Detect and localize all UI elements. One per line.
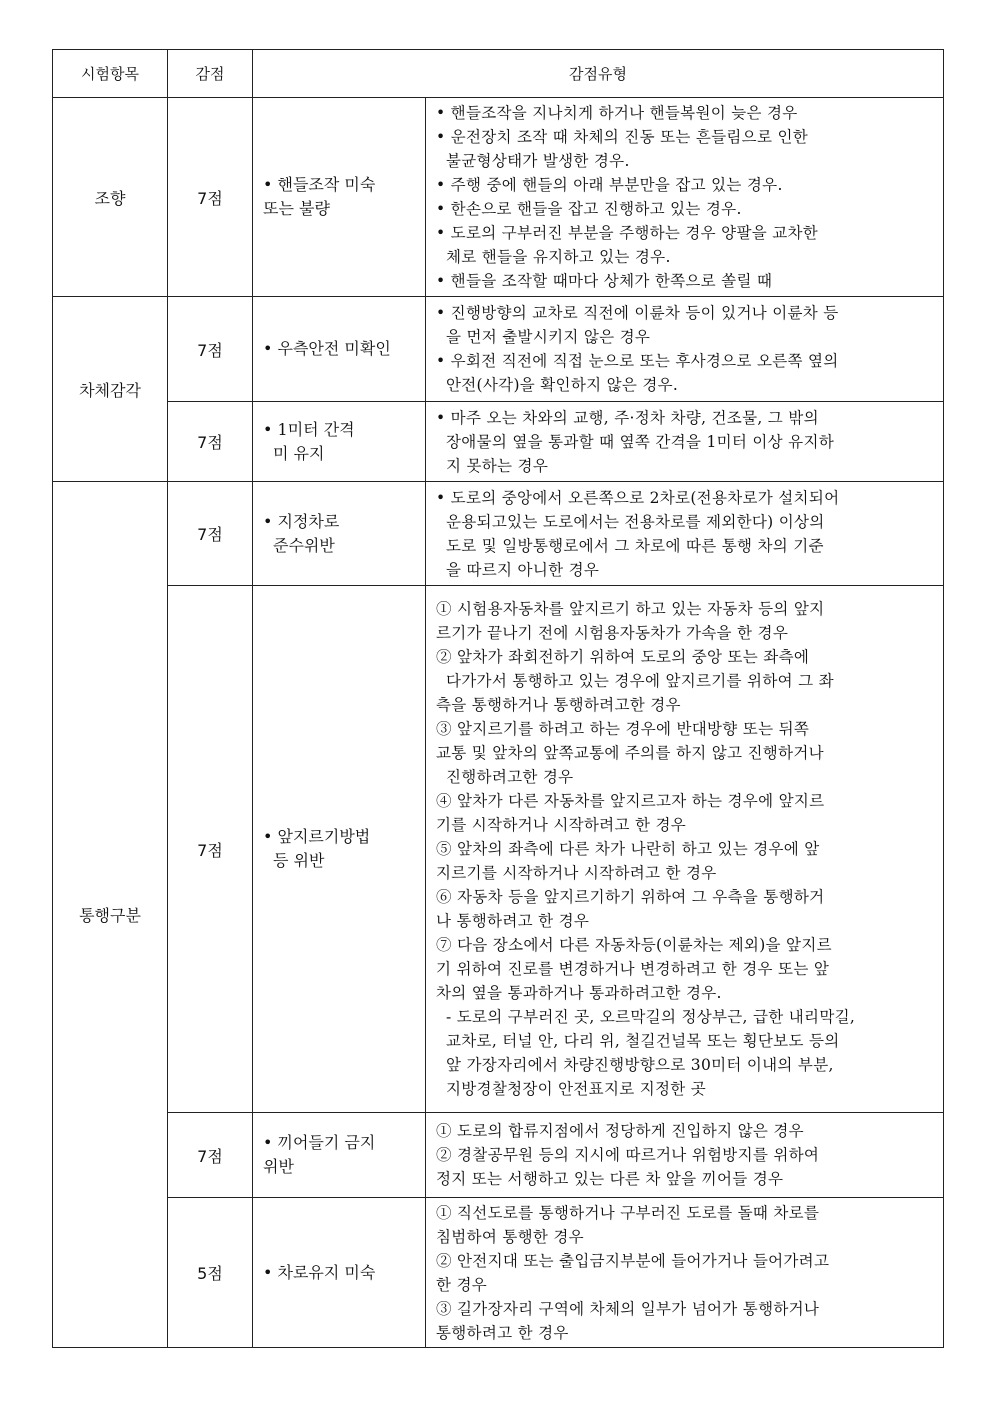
- desc-line: 지르기를 시작하거나 시작하려고 한 경우: [436, 864, 717, 882]
- desc-line: ③ 앞지르기를 하려고 하는 경우에 반대방향 또는 뒤쪽: [436, 720, 810, 738]
- desc-line: • 핸들조작을 지나치게 하거나 핸들복원이 늦은 경우: [436, 104, 798, 122]
- table-row: [53, 98, 944, 297]
- subtype-line: 등 위반: [273, 851, 325, 870]
- header-row: [53, 50, 944, 98]
- desc-line: ③ 길가장자리 구역에 차체의 일부가 넘어가 통행하거나: [436, 1299, 820, 1318]
- desc-line: • 주행 중에 핸들의 아래 부분만을 잡고 있는 경우.: [436, 176, 783, 194]
- desc-line: 나 통행하려고 한 경우: [436, 912, 590, 930]
- desc-line: ⑦ 다음 장소에서 다른 자동차등(이륜차는 제외)을 앞지르: [436, 936, 832, 954]
- desc-line: ② 경찰공무원 등의 지시에 따르거나 위험방지를 위하여: [436, 1146, 820, 1164]
- subtype-line: • 1미터 간격: [263, 419, 355, 439]
- desc-line: 통행하려고 한 경우: [436, 1323, 569, 1342]
- deduction-subtype: [253, 482, 426, 586]
- desc-line: • 핸들을 조작할 때마다 상체가 한쪽으로 쏠릴 때: [436, 272, 773, 290]
- desc-line: 지 못하는 경우: [446, 456, 549, 475]
- desc-line: 교차로, 터널 안, 다리 위, 철길건널목 또는 횡단보도 등의: [446, 1032, 840, 1050]
- subtype-line: 미 유지: [273, 443, 325, 463]
- deduction-subtype: [253, 297, 426, 402]
- table-row: [53, 586, 944, 1113]
- desc-line: • 운전장치 조작 때 차체의 진동 또는 흔들림으로 인한: [436, 128, 808, 146]
- desc-line: 차의 옆을 통과하거나 통과하려고한 경우.: [436, 984, 722, 1002]
- desc-line: • 도로의 구부러진 부분을 주행하는 경우 양팔을 교차한: [436, 224, 819, 242]
- deduction-score: 7점: [168, 1113, 253, 1198]
- desc-line: ⑥ 자동차 등을 앞지르기하기 위하여 그 우측을 통행하거: [436, 888, 825, 906]
- deduction-description: [426, 1198, 944, 1348]
- desc-line: 도로 및 일방통행로에서 그 차로에 따른 통행 차의 기준: [446, 536, 824, 555]
- table-row: [53, 482, 944, 586]
- desc-line: 기를 시작하거나 시작하려고 한 경우: [436, 816, 687, 834]
- deduction-subtype: [253, 1113, 426, 1198]
- header-test-item: 시험항목: [53, 50, 168, 98]
- table-row: [53, 1113, 944, 1198]
- desc-line: - 도로의 구부러진 곳, 오르막길의 정상부근, 급한 내리막길,: [446, 1008, 856, 1026]
- deduction-table: [52, 49, 944, 1348]
- table-row: [53, 402, 944, 482]
- desc-line: 체로 핸들을 유지하고 있는 경우.: [446, 248, 671, 266]
- desc-line: ① 시험용자동차를 앞지르기 하고 있는 자동차 등의 앞지: [436, 600, 825, 618]
- deduction-score: 5점: [168, 1198, 253, 1348]
- desc-line: 을 따르지 아니한 경우: [446, 560, 600, 579]
- subtype-line: • 지정차로: [263, 511, 340, 531]
- subtype-line: • 끼어들기 금지: [263, 1133, 376, 1152]
- subtype-line: • 앞지르기방법: [263, 827, 371, 846]
- desc-line: 다가가서 통행하고 있는 경우에 앞지르기를 위하여 그 좌: [446, 672, 834, 690]
- desc-line: 불균형상태가 발생한 경우.: [446, 152, 630, 170]
- subtype-line: 또는 불량: [263, 199, 330, 218]
- desc-line: 지방경찰청장이 안전표지로 지정한 곳: [446, 1080, 707, 1098]
- header-deduction: 감점: [168, 50, 253, 98]
- desc-line: • 마주 오는 차와의 교행, 주·정차 차량, 건조물, 그 밖의: [436, 408, 819, 427]
- desc-line: 을 먼저 출발시키지 않은 경우: [446, 328, 651, 346]
- deduction-subtype: [253, 1198, 426, 1348]
- desc-line: 진행하려고한 경우: [446, 768, 574, 786]
- desc-line: ⑤ 앞차의 좌측에 다른 차가 나란히 하고 있는 경우에 앞: [436, 840, 820, 858]
- desc-line: 정지 또는 서행하고 있는 다른 차 앞을 끼어들 경우: [436, 1170, 784, 1188]
- table-row: [53, 1198, 944, 1348]
- desc-line: 운용되고있는 도로에서는 전용차로를 제외한다) 이상의: [446, 512, 825, 531]
- desc-line: 측을 통행하거나 통행하려고한 경우: [436, 696, 681, 714]
- desc-line: ① 도로의 합류지점에서 정당하게 진입하지 않은 경우: [436, 1122, 804, 1140]
- desc-line: ① 직선도로를 통행하거나 구부러진 도로를 돌때 차로를: [436, 1203, 820, 1222]
- deduction-score: 7점: [168, 482, 253, 586]
- desc-line: 안전(사각)을 확인하지 않은 경우.: [446, 376, 679, 394]
- subtype-line: • 핸들조작 미숙: [263, 175, 376, 194]
- table-row: [53, 297, 944, 402]
- desc-line: 기 위하여 진로를 변경하거나 변경하려고 한 경우 또는 앞: [436, 960, 830, 978]
- desc-line: 침범하여 통행한 경우: [436, 1227, 584, 1246]
- deduction-description: [426, 586, 944, 1113]
- subtype-line: 준수위반: [273, 535, 335, 555]
- desc-line: 한 경우: [436, 1275, 488, 1294]
- desc-line: 르기가 끝나기 전에 시험용자동차가 가속을 한 경우: [436, 624, 789, 642]
- deduction-score: 7점: [168, 402, 253, 482]
- subtype-line: 위반: [263, 1157, 294, 1176]
- deduction-subtype: [253, 402, 426, 482]
- deduction-description: [426, 402, 944, 482]
- desc-line: • 진행방향의 교차로 직전에 이륜차 등이 있거나 이륜차 등: [436, 304, 839, 322]
- desc-line: ② 앞차가 좌회전하기 위하여 도로의 중앙 또는 좌측에: [436, 648, 810, 666]
- subtype-line: • 우측안전 미확인: [263, 339, 391, 358]
- deduction-description: [426, 297, 944, 402]
- desc-line: ④ 앞차가 다른 자동차를 앞지르고자 하는 경우에 앞지르: [436, 792, 825, 810]
- desc-line: 앞 가장자리에서 차량진행방향으로 30미터 이내의 부분,: [446, 1056, 834, 1074]
- deduction-subtype: [253, 98, 426, 297]
- desc-line: • 우회전 직전에 직접 눈으로 또는 후사경으로 오른쪽 옆의: [436, 352, 839, 370]
- subtype-line: • 차로유지 미숙: [263, 1262, 376, 1282]
- deduction-score: 7점: [168, 297, 253, 402]
- deduction-score: 7점: [168, 586, 253, 1113]
- header-deduction-type: 감점유형: [253, 50, 944, 98]
- test-item-cell: 조향: [53, 98, 168, 297]
- deduction-description: [426, 1113, 944, 1198]
- test-item-cell: 통행구분: [53, 482, 168, 1348]
- desc-line: 교통 및 앞차의 앞쪽교통에 주의를 하지 않고 진행하거나: [436, 744, 824, 762]
- desc-line: ② 안전지대 또는 출입금지부분에 들어가거나 들어가려고: [436, 1251, 830, 1270]
- desc-line: 장애물의 옆을 통과할 때 옆쪽 간격을 1미터 이상 유지하: [446, 432, 834, 451]
- test-item-cell: 차체감각: [53, 297, 168, 482]
- deduction-description: [426, 98, 944, 297]
- deduction-score: 7점: [168, 98, 253, 297]
- deduction-description: [426, 482, 944, 586]
- deduction-subtype: [253, 586, 426, 1113]
- desc-line: • 한손으로 핸들을 잡고 진행하고 있는 경우.: [436, 200, 742, 218]
- desc-line: • 도로의 중앙에서 오른쪽으로 2차로(전용차로가 설치되어: [436, 488, 840, 507]
